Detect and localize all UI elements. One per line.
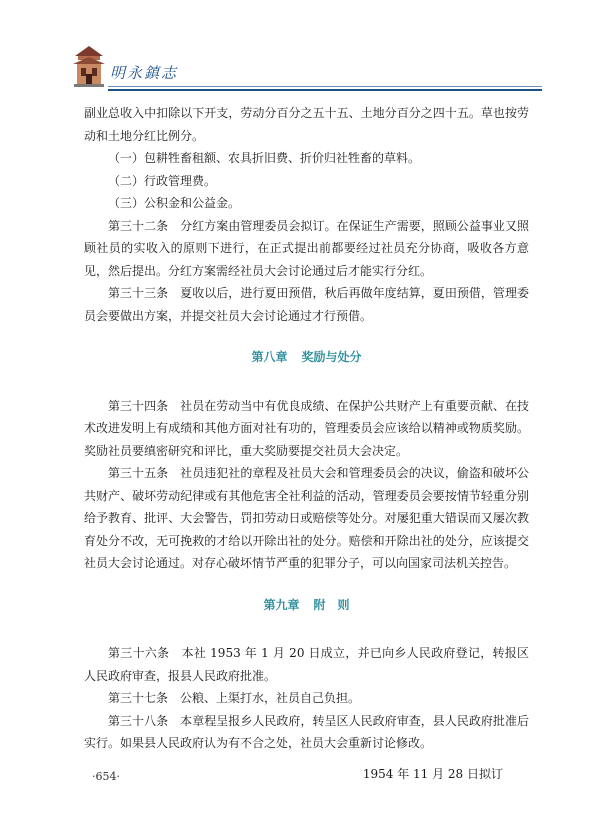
- article-36: 第三十六条 本社 1953 年 1 月 20 日成立，并已向乡人民政府登记，转报区人民政府审查，报县人民政府批准。: [84, 646, 529, 683]
- page-number: ·654·: [92, 770, 120, 783]
- header-rule-thick: [108, 89, 542, 91]
- paragraph: （三）公积金和公益金。: [108, 196, 241, 210]
- paragraph: 副业总收入中扣除以下开支，劳动分百分之五十五、土地分百分之四十五。草也按劳动和土地分红比例分。: [84, 106, 529, 143]
- signoff-date: 1954 年 11 月 28 日拟订: [362, 766, 503, 781]
- chapter-heading: [84, 594, 529, 617]
- chapter-number: 第八章: [251, 350, 288, 364]
- paragraph: （二）行政管理费。: [108, 173, 217, 188]
- article-32: 第三十二条 分红方案由管理委员会拟订。在保证生产需要，照顾公益事业又照顾社员的实收入的原则下进行，在正式提出前都要经过社员充分协商，吸收各方意见，然后提出。分红方案需经社员大会讨论通过后才能实行分红。: [84, 218, 529, 278]
- article-37: 第三十七条 公粮、上渠打水，社员自己负担。: [108, 691, 361, 705]
- header-title: 明永鎮志: [110, 64, 179, 82]
- article-33: 第三十三条 夏收以后，进行夏田预借，秋后再做年度结算，夏田预借，管理委员会要做出方案，并提交社员大会讨论通过才行预借。: [84, 286, 529, 323]
- article-34: 第三十四条 社员在劳动当中有优良成绩、在保护公共财产上有重要贡献、在技术改进发明上有成绩和其他方面对社有功的，管理委员会应该给以精神或物质奖励。奖励社员要缜密研究和评比，重大奖励要提交社员大会决定。: [84, 398, 529, 458]
- article-38: 第三十八条 本章程呈报乡人民政府，转呈区人民政府审查，县人民政府批准后实行。如果县人民政府认为有不合之处，社员大会重新讨论修改。: [84, 713, 529, 750]
- header-rule-thin: [108, 86, 542, 87]
- chapter-title: 附 则: [313, 597, 350, 612]
- chapter-heading: [84, 346, 529, 369]
- chapter-number: 第九章: [263, 597, 300, 612]
- page-body: [84, 102, 529, 785]
- page-header: [72, 44, 542, 96]
- paragraph: （一）包耕牲畜租额、农具折旧费、折价归社牲畜的草料。: [108, 151, 421, 165]
- pagoda-logo-icon: [72, 44, 106, 90]
- chapter-title: 奖励与处分: [301, 350, 362, 364]
- article-35: 第三十五条 社员违犯社的章程及社员大会和管理委员会的决议，偷盗和破坏公共财产、破坏劳动纪律或有其他危害全社利益的活动，管理委员会要按情节轻重分别给予教育、批评、大会警告，罚扣劳动日或赔偿等处分。对屡犯重大错误而又屡次教育处分不改，无可挽救的才给以开除出社的处分。赔偿和开除出社的处分，应该提交社员大会讨论通过。对存心破坏情节严重的犯罪分子，可以向国家司法机关控告。: [84, 466, 529, 570]
